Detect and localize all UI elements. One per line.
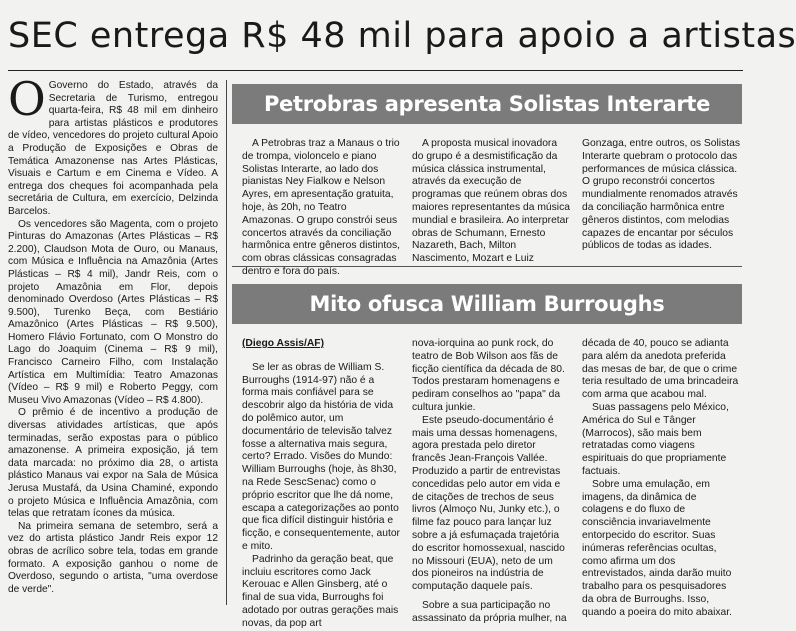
story2-col3-para-3: Sobre uma emulação, em imagens, da dinâmica de colagens e do fluxo de consciência invariavelmente entorpecido do escritor. Suas inúmeras referências ocultas, como afirma um dos entrevistados, ainda darão muito trabalho para os pesquisadores da obra de Burroughs. Isso, quando a poeira do mito abaixar. [582,478,732,618]
story2-col2-para-2: Este pseudo-documentário é mais uma dessas homenagens, agora prestada pelo diretor francês Jean-François Vallée. Produzido a partir de entrevistas concedidas pelo autor em vida e de citações de trechos de seus livros (Almoço Nu, Junky etc.), o filme faz pouco para lançar luz sobre a já esfumaçada trajetória do escritor homossexual, nascido no Missouri (EUA), neto de um dos pioneiros na indústria de computação daquele país. [412,414,565,593]
left-paragraph-1: Governo do Estado, através da Secretaria de Turismo, entregou quarta-feira, R$ 48 mil em dinheiro para artistas plásticos e produtores de vídeo, vencedores do projeto cultural Apoio a Produção de Exposições e Obras de Temática Amazonense nas Artes Plásticas, Visuais e Cartum e em Cinema e Vídeo. A entrega dos cheques foi acompanhada pela secretária de Cultura, em exercício, Delzinda Barcelos. [8,80,218,217]
story1-text-2: A proposta musical inovadora do grupo é a desmistificação da música clássica instrumental, através da execução de programas que reúnem obras dos maiores representantes da música mundial e brasileira. Ao interpretar obras de Schumann, Ernesto Nazareth, Bach, Milton Nascimento, Mozart e Luiz [412,138,570,265]
story2-col1-para-1: Se ler as obras de William S. Burroughs (1914-97) não é a forma mais confiável para se descobrir algo da história de vida do polêmico autor, um documentário de televisão talvez fosse a alternativa mais segura, certo? Errado. Visões do Mundo: William Burroughs (hoje, às 8h30, na Rede SescSenac) como o próprio escritor que lhe dá nome, escapa a categorizações ao ponto que fica difícil distinguir história e ficção, e consequentemente, autor e mito. [242,361,400,552]
story-divider [232,266,742,267]
left-paragraph-3: O prêmio é de incentivo a produção de diversas atividades artísticas, que após terminadas, serão expostas para o público amazonense. A primeira exposição, já tem data marcada: no próximo dia 28, o artista plástico Manaus vai expor na Sala de Música Jerusa Mustafá, da Usina Chaminé, expondo o projeto Música e Influência Amazônia, com telas que retratam ícones da música. [8,407,218,520]
story2-col2-para-3: Sobre a sua participação no assassinato da própria mulher, na [412,599,567,624]
byline: (Diego Assis/AF) [242,338,325,349]
left-article [8,72,218,605]
column-divider [226,80,227,605]
story2-column-2 [412,338,570,624]
story2-column-3 [582,338,740,618]
story1-column-3 [582,138,740,252]
story2-column-1 [242,338,400,629]
story2-col3-para-2: Suas passagens pelo México, América do Sul e Tânger (Marrocos), são mais bem retratadas como viagens espirituais do que propriamente factuais. [582,401,729,477]
story2-col2-para-1: nova-iorquina ao punk rock, do teatro de Bob Wilson aos fãs de ficção científica da década de 80. Todos prestaram homenagens e pediram conselhos ao "papa" da cultura junkie. [412,338,565,413]
story1-column-1 [242,138,400,277]
story2-col1-para-2: Padrinho da geração beat, que incluiu escritores como Jack Kerouac e Allen Ginsberg, até o final de sua vida, Burroughs foi adotado por outras gerações mais novas, da pop art [242,553,399,629]
left-paragraph-4: Na primeira semana de setembro, será a vez do artista plástico Jandr Reis expor 12 obras de acrílico sobre tela, todas em grande formato. A exposição ganhou o nome de Overdoso, segundo o artista, "uma overdose de verde". [8,520,218,595]
burroughs-banner: Mito ofusca William Burroughs [232,284,742,324]
story1-text-1: A Petrobras traz a Manaus o trio de trompa, violoncelo e piano Solistas Interarte, ao lado dos pianistas Ney Fialkow e Nelson Ayres, em apresentação gratuita, hoje, às 20h, no Teatro Amazonas. O grupo constrói seus concertos através da conciliação harmônica entre gêneros distintos, com obras clássicas consagradas dentro e fora do país. [242,138,400,277]
story1-column-2 [412,138,570,265]
left-paragraph-2: Os vencedores são Magenta, com o projeto Pinturas do Amazonas (Artes Plásticas – R$ 2.200), Claudson Mota de Ouro, ou Manaus, com Música e Influência na Amazônia (Artes Plásticas – R$ 4 mil), Jandr Reis, com o projeto Amazônia em Flor, depois denominado Overdoso (Artes Plásticas – R$ 9.500), Turenko Beça, com Bestiário Amazônico (Artes Plásticas – R$ 9.500), Homero Flávio Fortunato, com O Monstro do Lago do Joaquim (Cinema – R$ 9 mil), Francisco Carneiro Filho, com Instalação Artística em Multimídia: Teatro Amazonas (Vídeo – R$ 9 mil) e Roberto Peggy, com Museu Vivo Amazonas (Vídeo – R$ 4.800). [8,218,218,406]
top-rule [8,70,743,71]
drop-cap: O [8,72,46,126]
petrobras-banner: Petrobras apresenta Solistas Interarte [232,84,742,124]
story1-text-3: Gonzaga, entre outros, os Solistas Interarte quebram o protocolo das performances de música clássica. O grupo reconstrói concertos mundialmente renomados através da conciliação harmônica entre gêneros distintos, com melodias capazes de encantar por séculos públicos de todas as idades. [582,138,740,252]
headline: SEC entrega R$ 48 mil para apoio a artistas [8,16,796,56]
story2-col3-para-1: década de 40, pouco se adianta para além da anedota preferida das mesas de bar, de que o crime teria resultado de uma brincadeira com arma que acabou mal. [582,338,739,401]
